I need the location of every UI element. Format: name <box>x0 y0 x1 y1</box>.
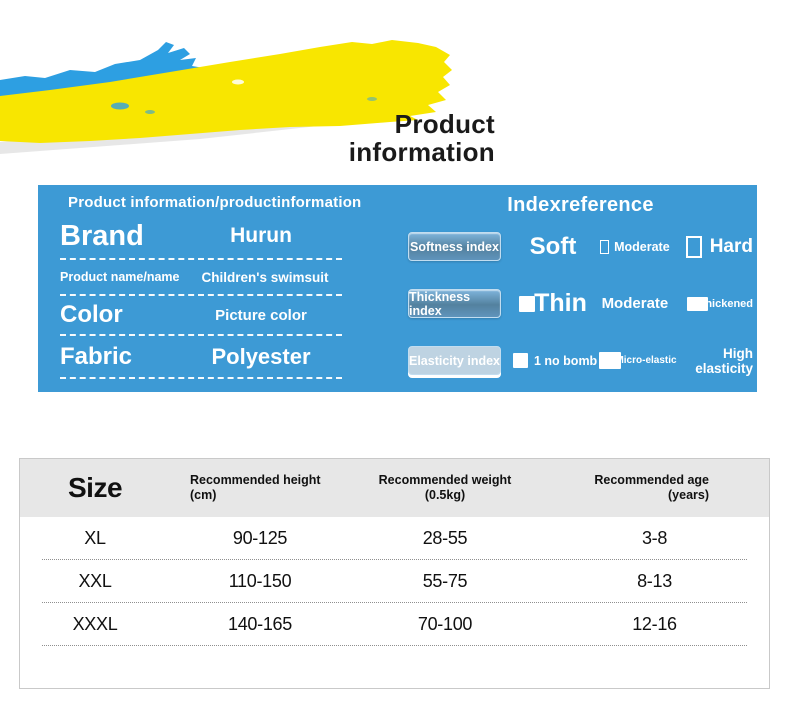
product-spec-section <box>38 185 368 392</box>
page-title-line1: Product <box>394 109 495 139</box>
spec-label: Brand <box>60 219 144 252</box>
column-header-age <box>540 473 769 503</box>
cell-size: XXXL <box>72 613 118 634</box>
option-thickened <box>677 297 753 311</box>
index-reference-section <box>368 185 757 392</box>
softness-index-button: Softness index <box>408 232 501 261</box>
spec-section-title: Product information/productinformation <box>68 194 362 211</box>
cell-height: 140-165 <box>228 613 292 634</box>
header-line: (years) <box>668 488 709 502</box>
option-label: Micro-elastic <box>615 355 677 366</box>
blue-speckle <box>367 97 377 101</box>
index-row-softness <box>408 231 753 262</box>
option-moderate <box>593 240 677 254</box>
cell-weight: 55-75 <box>422 570 468 591</box>
spec-row-product-name <box>60 260 342 296</box>
spec-value: Polyester <box>211 343 311 369</box>
option-thin <box>513 289 593 318</box>
row-divider <box>42 645 747 646</box>
option-label: 1 no bomb <box>534 353 598 368</box>
spec-row-fabric <box>60 336 342 379</box>
size-table <box>19 458 770 689</box>
header-line: Recommended weight <box>378 473 512 487</box>
page-title-line2: information <box>348 137 495 167</box>
cell-age: 12-16 <box>632 613 677 634</box>
cell-weight: 70-100 <box>417 613 473 634</box>
filled-checkbox-icon <box>519 296 535 312</box>
option-label: Moderate <box>614 239 670 254</box>
spec-label: Product name/name <box>60 270 180 284</box>
option-label: Hard <box>709 235 753 257</box>
index-row-thickness <box>408 288 753 319</box>
elasticity-index-button: Elasticity index <box>408 346 501 375</box>
outline-checkbox-icon <box>686 236 702 258</box>
cell-size: XL <box>84 527 106 548</box>
option-hard <box>677 236 753 258</box>
cell-age: 8-13 <box>637 570 672 591</box>
filled-checkbox-icon <box>513 353 528 368</box>
option-label: hickened <box>705 297 753 310</box>
header-line: (cm) <box>190 488 217 502</box>
cell-height: 90-125 <box>232 527 288 548</box>
thickness-options <box>501 289 753 318</box>
header-line: Recommended age <box>594 473 709 487</box>
table-row-xxl <box>20 560 769 602</box>
page-title <box>349 110 495 166</box>
spec-label: Color <box>60 301 123 328</box>
index-row-elasticity <box>408 345 753 376</box>
thickness-index-button: Thickness index <box>408 289 501 318</box>
spec-row-color <box>60 296 342 336</box>
option-no-bomb <box>513 353 597 368</box>
option-moderate <box>593 295 677 312</box>
column-header-height <box>170 473 350 503</box>
blue-speckle <box>111 103 129 110</box>
outline-checkbox-icon <box>600 240 609 254</box>
table-row-xl <box>20 517 769 559</box>
spec-label: Fabric <box>60 342 133 370</box>
softness-options <box>501 233 753 261</box>
blue-speckle <box>145 110 155 114</box>
cell-weight: 28-55 <box>422 527 468 548</box>
column-header-size: Size <box>67 472 123 503</box>
option-soft <box>513 233 593 261</box>
white-fleck <box>232 80 244 85</box>
size-table-header <box>20 459 769 517</box>
index-reference-title: Indexreference <box>507 194 654 216</box>
spec-value: Picture color <box>215 306 307 324</box>
spec-value: Children's swimsuit <box>201 269 329 285</box>
elasticity-options <box>501 346 753 376</box>
product-info-panel <box>38 185 757 392</box>
option-label: Moderate <box>601 295 669 312</box>
option-label: High elasticity <box>695 345 753 376</box>
option-high-elasticity <box>679 346 753 376</box>
header-line: (0.5kg) <box>424 488 466 502</box>
banner <box>0 0 790 185</box>
option-label: Thin <box>534 289 587 317</box>
cell-age: 3-8 <box>641 527 668 548</box>
column-header-weight <box>350 473 540 503</box>
header-line: Recommended height <box>190 473 321 487</box>
table-row-xxxl <box>20 603 769 645</box>
cell-size: XXL <box>78 570 112 591</box>
option-micro-elastic <box>597 352 679 369</box>
spec-row-brand <box>60 214 342 260</box>
cell-height: 110-150 <box>228 570 292 591</box>
option-label: Soft <box>529 232 577 260</box>
spec-value: Hurun <box>230 224 292 247</box>
